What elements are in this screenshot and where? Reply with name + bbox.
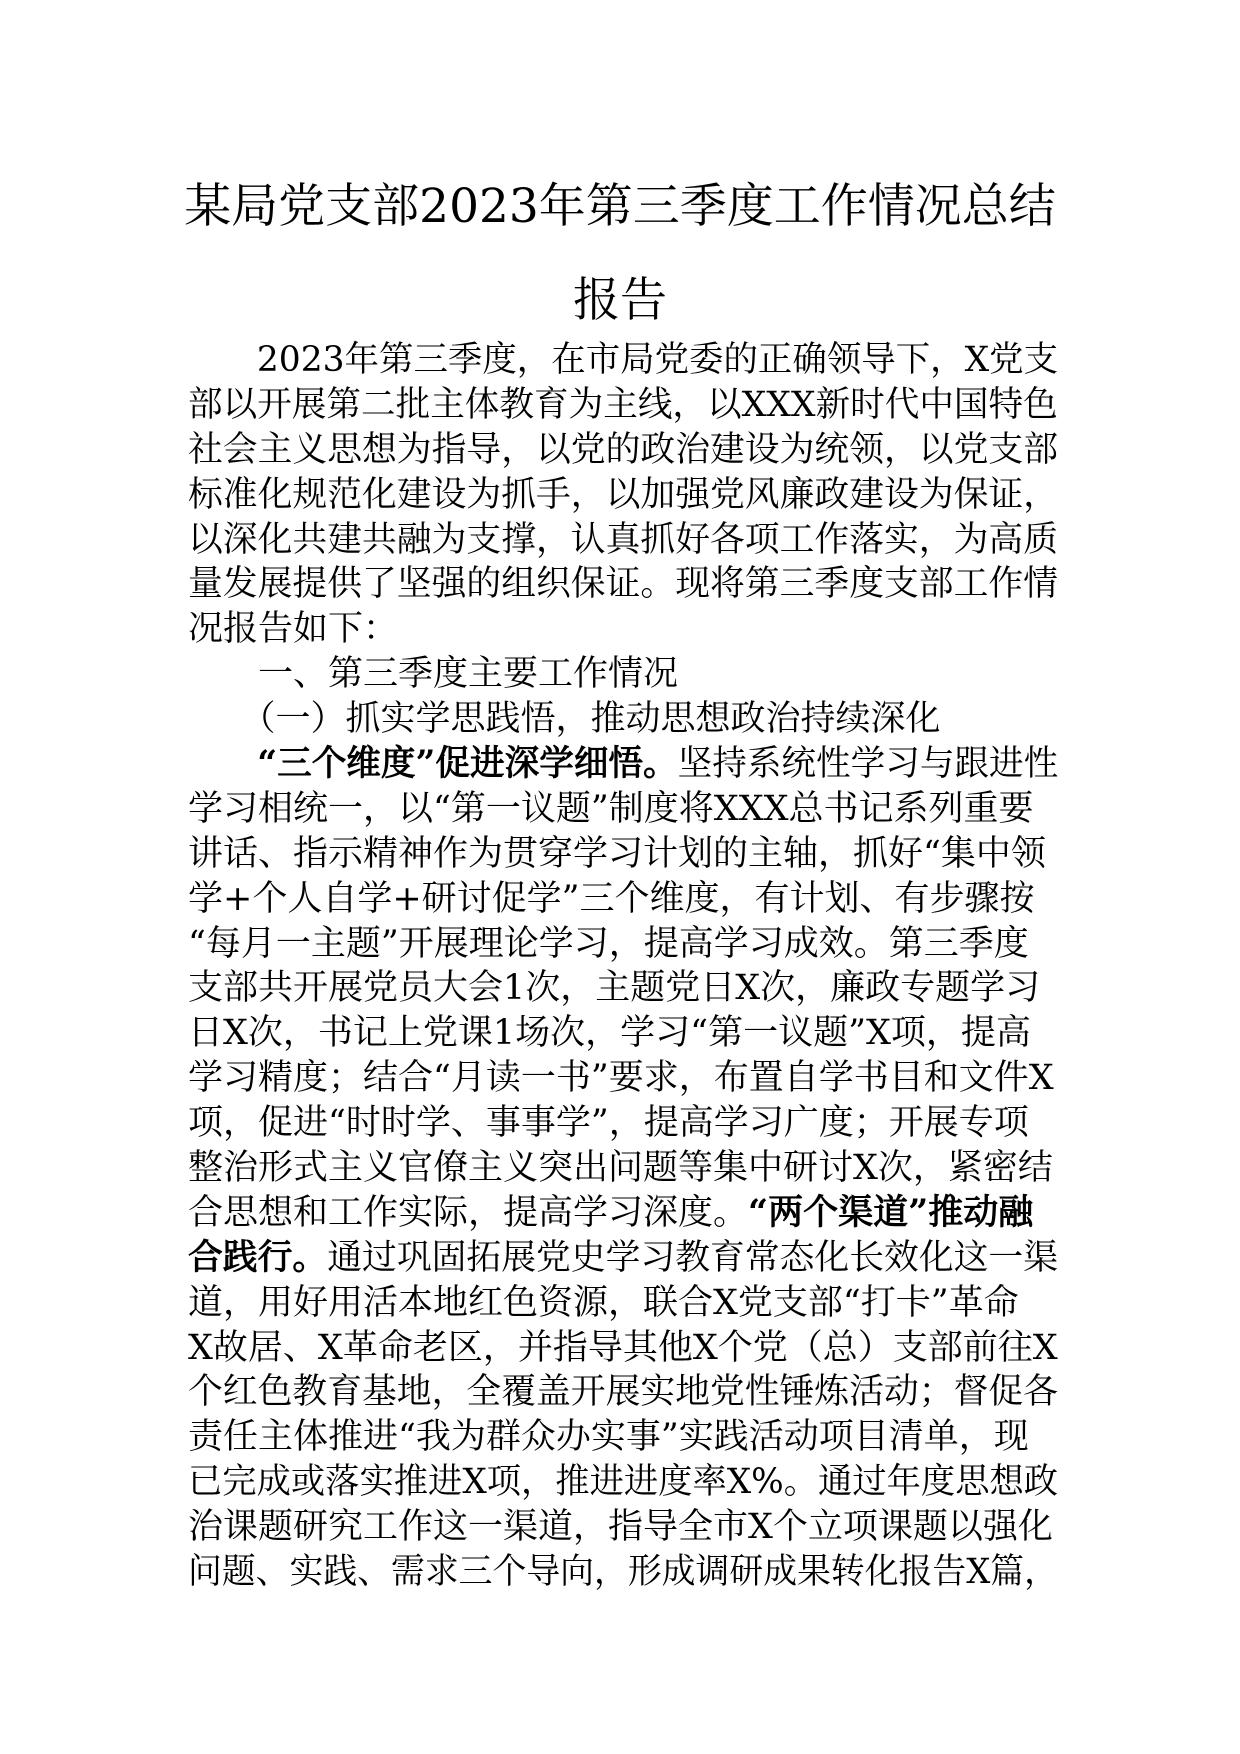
document-body [188,338,1058,1595]
body-line [188,562,1059,607]
body-line [188,428,1059,473]
body-text: 况报告如下： [188,609,399,650]
body-line [188,1101,1058,1146]
bold-heading-text: 合践行。 [188,1236,328,1278]
body-line [188,1281,1058,1326]
document-title [120,160,1120,348]
title-line-2: 报告 [573,273,667,328]
body-line [188,1146,1058,1191]
body-text: 日X次，书记上党课1场次，学习“第一议题”X项，提高 [188,1013,1031,1054]
body-text: 问题、实践、需求三个导向，形成调研成果转化报告X篇， [188,1552,1058,1593]
body-text: 学习相统一，以“第一议题”制度将XXX总书记系列重要 [188,788,1034,829]
body-line [188,922,1058,967]
title-line-1: 某局党支部2023年第三季度工作情况总结 [184,179,1056,234]
body-text: 支部共开展党员大会1次，主题党日X次，廉政专题学习 [188,968,1041,1009]
body-line [188,966,1058,1011]
body-line [188,607,1058,652]
body-line [188,1191,1058,1236]
bold-heading-text: “三个维度”促进深学细悟。 [188,743,678,785]
body-text: （一）抓实学思践悟，推动思想政治持续深化 [188,699,941,740]
body-line [188,652,1058,697]
body-text: 量发展提供了坚强的组织保证。现将第三季度支部工作情 [188,564,1059,605]
body-line [188,1236,1059,1281]
body-text: 合思想和工作实际，提高学习深度。 [188,1192,749,1233]
body-line [188,1370,1059,1415]
body-text: 个红色教育基地，全覆盖开展实地党性锤炼活动；督促各 [188,1372,1059,1413]
body-text: 坚持系统性学习与跟进性 [677,744,1059,785]
body-line [188,1326,1058,1371]
body-text: 学习精度；结合“月读一书”要求，布置自学书目和文件X [188,1058,1054,1099]
body-text: 社会主义思想为指导，以党的政治建设为统领，以党支部 [188,429,1059,470]
body-line [188,742,1059,787]
body-line [188,1550,1058,1595]
body-text: 标准化规范化建设为抓手，以加强党风廉政建设为保证， [188,474,1059,515]
body-text: 以深化共建共融为支撑，认真抓好各项工作落实，为高质 [188,519,1059,560]
body-line [188,1011,1058,1056]
body-text: 项，促进“时时学、事事学”，提高学习广度；开展专项 [188,1103,1029,1144]
body-line [188,877,1058,922]
body-line [188,697,1058,742]
body-line [188,338,1059,383]
body-line [188,1056,1058,1101]
body-text: 2023年第三季度，在市局党委的正确领导下，X党支 [188,340,1059,380]
body-line [188,473,1059,518]
body-line [188,1415,1058,1460]
body-text: 责任主体推进“我为群众办实事”实践活动项目清单，现 [188,1417,1029,1458]
body-text: 通过巩固拓展党史学习教育常态化长效化这一渠 [327,1237,1059,1278]
body-text: 已完成或落实推进X项，推进进度率X%。通过年度思想政 [188,1462,1059,1503]
bold-heading-text: “两个渠道”推动融 [748,1191,1034,1233]
body-line [188,1460,1059,1505]
body-text: 部以开展第二批主体教育为主线，以XXX新时代中国特色 [188,384,1058,425]
body-text: 学+个人自学+研讨促学”三个维度，有计划、有步骤按 [188,878,1035,919]
body-text: 整治形式主义官僚主义突出问题等集中研讨X次，紧密结 [188,1148,1053,1189]
body-line [188,518,1059,563]
body-text: 道，用好用活本地红色资源，联合X党支部“打卡”革命 [188,1282,1019,1323]
body-text: 治课题研究工作这一渠道，指导全市X个立项课题以强化 [188,1507,1053,1548]
body-text: 讲话、指示精神作为贯穿学习计划的主轴，抓好“集中领 [188,833,1046,874]
body-line [188,383,1058,428]
body-text: X故居、X革命老区，并指导其他X个党（总）支部前往X [188,1327,1058,1368]
body-text: 一、第三季度主要工作情况 [188,654,679,695]
body-line [188,787,1058,832]
body-line [188,1505,1058,1550]
body-text: “每月一主题”开展理论学习，提高学习成效。第三季度 [188,923,1029,964]
body-line [188,832,1058,877]
